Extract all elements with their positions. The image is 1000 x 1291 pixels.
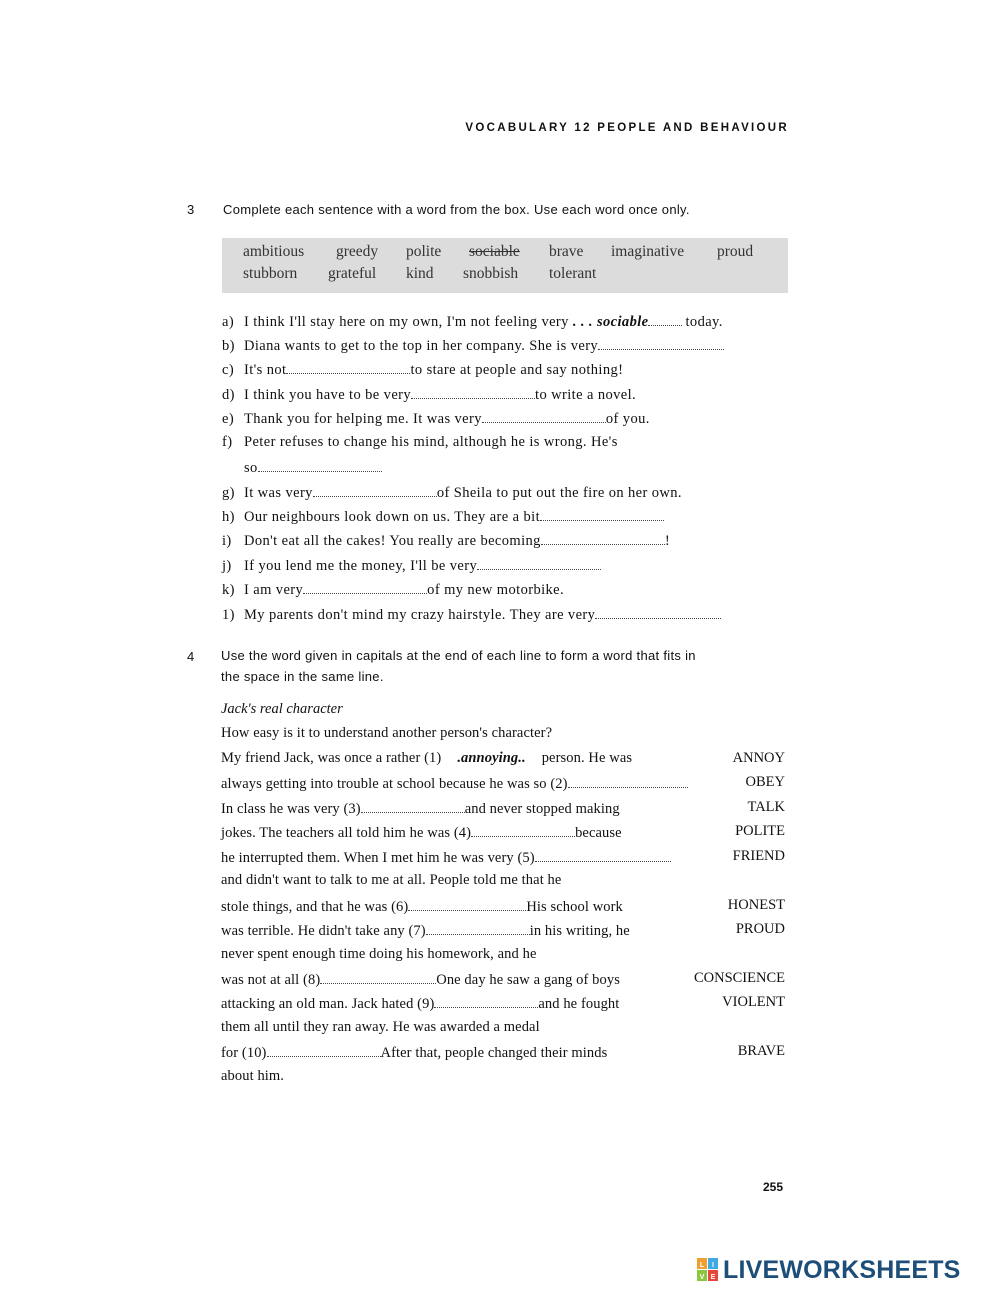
sentence-b: b) Diana wants to get to the top in her company. She is very bbox=[222, 336, 792, 355]
text-line-12: them all until they ran away. He was awarded a medal bbox=[221, 1019, 540, 1035]
sentence-j: j) If you lend me the money, I'll be very bbox=[222, 556, 792, 575]
blank-7[interactable] bbox=[426, 921, 530, 935]
word-greedy: greedy bbox=[336, 243, 379, 260]
sentence-g: g) It was very of Sheila to put out the fire on her own. bbox=[222, 485, 682, 501]
text-line-1: My friend Jack, was once a rather (1) .annoying.. person. He was bbox=[221, 750, 633, 766]
capital-word-2: OBEY bbox=[745, 774, 785, 790]
word-brave: brave bbox=[549, 243, 584, 260]
text-line-0: How easy is it to understand another person's character? bbox=[221, 725, 553, 741]
text-line-8: was terrible. He didn't take any (7) in his writing, he bbox=[221, 923, 630, 939]
word-polite: polite bbox=[406, 243, 442, 260]
liveworksheets-logo-icon bbox=[697, 1258, 719, 1282]
page-header: VOCABULARY 12 PEOPLE AND BEHAVIOUR bbox=[465, 122, 789, 134]
blank-b[interactable] bbox=[598, 336, 724, 350]
word-stubborn: stubborn bbox=[243, 265, 298, 282]
text-line-9: never spent enough time doing his homework, and he bbox=[221, 946, 537, 962]
blank-k[interactable] bbox=[303, 580, 427, 594]
svg-text:L: L bbox=[699, 1262, 705, 1269]
capital-word-8: CONSCIENCE bbox=[693, 970, 785, 986]
blank-j[interactable] bbox=[477, 556, 601, 570]
text-title: Jack's real character bbox=[221, 701, 343, 717]
capital-word-1: ANNOY bbox=[732, 750, 785, 766]
capital-word-9: VIOLENT bbox=[722, 994, 785, 1010]
exercise-4-instruction-line2: the space in the same line. bbox=[221, 669, 384, 684]
text-line-4: jokes. The teachers all told him he was (4) because bbox=[221, 825, 622, 841]
word-snobbish: snobbish bbox=[463, 265, 519, 282]
answer-1: .annoying.. bbox=[457, 750, 526, 766]
blank-d[interactable] bbox=[411, 385, 535, 399]
word-proud: proud bbox=[717, 243, 754, 260]
answer-a: . . . sociable bbox=[572, 314, 649, 330]
blank-i[interactable] bbox=[541, 531, 665, 545]
liveworksheets-wordmark: LIVEWORKSHEETS bbox=[723, 1256, 961, 1284]
sentence-f: f) Peter refuses to change his mind, although he is wrong. He's bbox=[222, 434, 618, 450]
word-kind: kind bbox=[406, 265, 434, 282]
page-number: 255 bbox=[762, 1180, 783, 1194]
sentence-l: 1) My parents don't mind my crazy hairstyle. They are very bbox=[222, 605, 792, 624]
exercise-3-instruction: Complete each sentence with a word from the box. Use each word once only. bbox=[223, 202, 690, 217]
blank-e[interactable] bbox=[482, 409, 606, 423]
blank-h[interactable] bbox=[540, 507, 664, 521]
capital-word-4: POLITE bbox=[735, 823, 785, 839]
blank-9[interactable] bbox=[434, 994, 538, 1008]
exercise-4-instruction-line1: Use the word given in capitals at the end of each line to form a word that fits in bbox=[221, 648, 696, 663]
text-line-5: he interrupted them. When I met him he was very (5) bbox=[221, 848, 791, 867]
capital-word-5: FRIEND bbox=[732, 848, 785, 864]
text-line-14: about him. bbox=[221, 1068, 285, 1084]
capital-word-3: TALK bbox=[747, 799, 785, 815]
blank-l[interactable] bbox=[595, 605, 721, 619]
exercise-4-number: 4 bbox=[187, 649, 195, 664]
text-line-11: attacking an old man. Jack hated (9) and he fought bbox=[221, 996, 620, 1012]
blank-10[interactable] bbox=[267, 1043, 381, 1057]
word-sociable: sociable bbox=[469, 243, 520, 260]
sentence-e: e) Thank you for helping me. It was very of you. bbox=[222, 411, 650, 427]
word-box bbox=[222, 238, 788, 293]
sentence-c: c) It's not to stare at people and say nothing! bbox=[222, 362, 624, 378]
capital-word-10: BRAVE bbox=[737, 1043, 785, 1059]
blank-4[interactable] bbox=[471, 823, 575, 837]
blank-c[interactable] bbox=[286, 360, 410, 374]
text-line-6: and didn't want to talk to me at all. People told me that he bbox=[221, 872, 562, 888]
capital-word-6: HONEST bbox=[727, 897, 785, 913]
word-grateful: grateful bbox=[328, 265, 377, 282]
word-imaginative: imaginative bbox=[611, 243, 685, 260]
word-tolerant: tolerant bbox=[549, 265, 597, 282]
sentence-h: h) Our neighbours look down on us. They are a bit bbox=[222, 507, 792, 526]
blank-f[interactable] bbox=[258, 458, 382, 472]
text-line-2: always getting into trouble at school because he was so (2) bbox=[221, 774, 791, 793]
sentence-f-continued: so bbox=[222, 458, 792, 477]
word-ambitious: ambitious bbox=[243, 243, 305, 260]
exercise-3-number: 3 bbox=[187, 202, 195, 217]
blank-3[interactable] bbox=[361, 799, 465, 813]
text-line-7: stole things, and that he was (6) His school work bbox=[221, 899, 623, 915]
capital-word-7: PROUD bbox=[735, 921, 785, 937]
svg-text:V: V bbox=[699, 1274, 705, 1281]
blank-g[interactable] bbox=[313, 483, 437, 497]
blank-6[interactable] bbox=[408, 897, 526, 911]
text-line-10: was not at all (8) One day he saw a gang of boys bbox=[221, 972, 620, 988]
svg-text:E: E bbox=[710, 1274, 716, 1281]
svg-text:I: I bbox=[712, 1262, 714, 1269]
sentence-d: d) I think you have to be very to write a novel. bbox=[222, 387, 637, 403]
text-line-13: for (10) After that, people changed their minds bbox=[221, 1045, 608, 1061]
text-line-3: In class he was very (3) and never stopped making bbox=[221, 801, 620, 817]
blank-5[interactable] bbox=[535, 848, 671, 862]
sentence-i: i) Don't eat all the cakes! You really are becoming ! bbox=[222, 533, 671, 549]
blank-8[interactable] bbox=[320, 970, 436, 984]
sentence-a: a) I think I'll stay here on my own, I'm not feeling very . . . sociable today. bbox=[222, 314, 723, 330]
blank-2[interactable] bbox=[568, 774, 688, 788]
sentence-k: k) I am very of my new motorbike. bbox=[222, 582, 565, 598]
